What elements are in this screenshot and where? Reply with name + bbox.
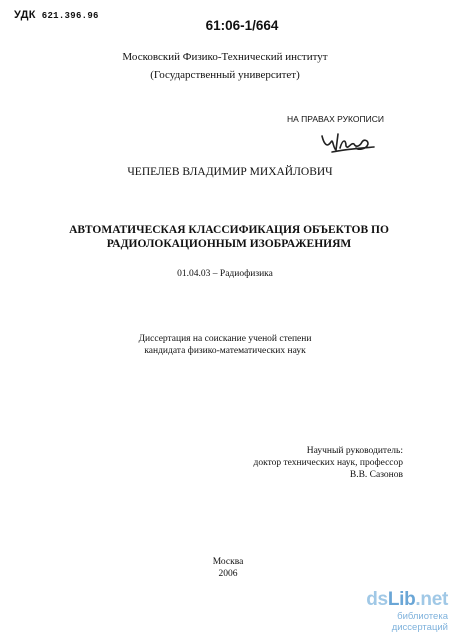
watermark-tagline: библиотека диссертаций [391,611,448,633]
dslib-logo [352,590,448,610]
supervisor-label: Научный руководитель: [306,446,403,456]
handwritten-signature [318,128,378,156]
title-line-1: АВТОМАТИЧЕСКАЯ КЛАССИФИКАЦИЯ ОБЪЕКТОВ ПО [69,224,389,236]
logo-net: .net [415,589,448,610]
title-line-2: РАДИОЛОКАЦИОННЫМ ИЗОБРАЖЕНИЯМ [106,238,352,250]
degree-statement [0,333,450,357]
logo-lib: Lib [387,589,416,610]
udk-label: УДК [14,9,36,21]
place-and-year [0,556,450,580]
specialty-code: 01.04.03 – Радиофизика [177,269,273,279]
supervisor-name: В.В. Сазонов [349,470,403,480]
city: Москва [212,557,244,567]
dslib-watermark[interactable] [352,590,448,633]
year: 2006 [218,569,238,579]
archive-code: 61:06-1/664 [205,18,279,33]
manuscript-rights-label: НА ПРАВАХ РУКОПИСИ [287,114,384,124]
degree-line-1: Диссертация на соискание ученой степени [138,334,312,344]
dissertation-title [0,223,450,251]
institute-name: Московский Физико-Технический институт [122,51,328,63]
author-name: ЧЕПЕЛЕВ ВЛАДИМИР МИХАЙЛОВИЧ [127,166,333,178]
institute-subtitle: (Государственный университет) [150,69,300,81]
udk-number: 621.396.96 [41,11,99,21]
degree-line-2: кандидата физико-математических наук [144,346,306,356]
supervisor-degree: доктор технических наук, профессор [253,458,403,468]
supervisor-block [253,445,403,481]
logo-ds: ds [366,589,388,610]
